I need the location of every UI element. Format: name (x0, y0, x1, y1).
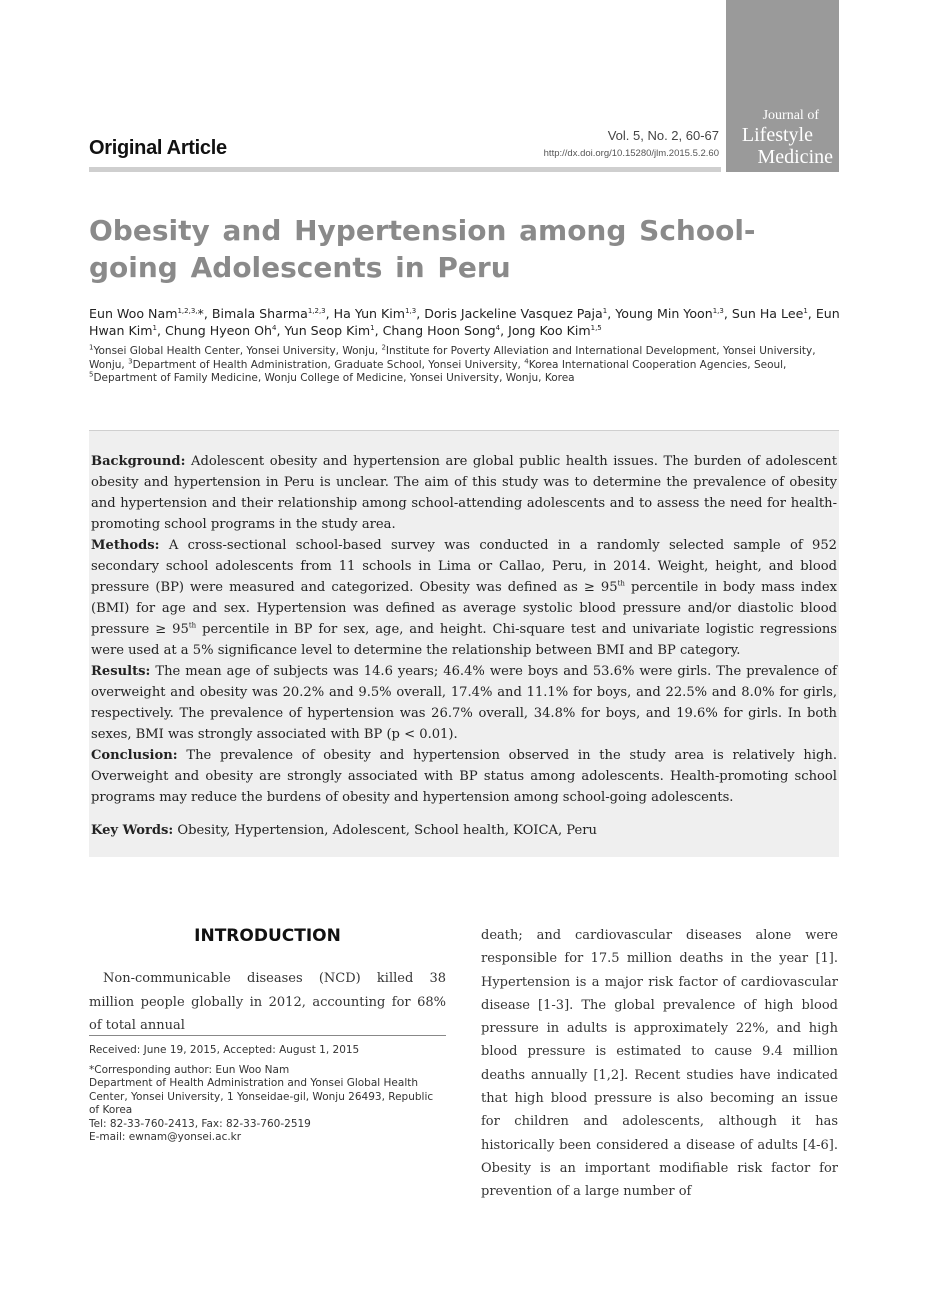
logo-line-1: Journal of (762, 108, 819, 123)
logo-line-2: Lifestyle (741, 124, 813, 146)
author-name: Sun Ha Lee (731, 306, 804, 321)
author-affiliation-sup: 1,2,3, (177, 306, 198, 315)
label-conclusion: Conclusion: (91, 748, 178, 763)
author-affiliation-sup: 1,2,3 (307, 306, 326, 315)
author-list: Eun Woo Nam$^{1,2,3,}$*, Bimala Sharma$^{1,2,3}$, Ha Yun Kim$^{1,3}$, Doris Jackeline Vasquez Paja$^1$, Young Min Yoon$^{1,3}$, Sun Ha Lee$^1$, Eun Hwan Kim$^1$, Chung Hyeon Oh$^4$, Yun Seop Kim$^1$, Chang Hoon Song$^4$, Jong Koo Kim$^{1,5}$ (89, 306, 840, 338)
author-name: Ha Yun Kim (333, 306, 406, 321)
affiliation-sup: 4 (524, 357, 529, 365)
intro-right-column (481, 924, 838, 1204)
methods-text-b: percentile in body mass index (BMI) for age and sex. Hypertension was defined as average systolic blood pressure and/or diastolic blood pressure ≥ 95 (91, 580, 837, 637)
results-text: The mean age of subjects was 14.6 years; 46.4% were boys and 53.6% were girls. The prevalence of overweight and obesity was 20.2% and 9.5% overall, 17.4% and 11.1% for boys, and 22.5% and 8.0% for girls, respectively. The prevalence of hypertension was 26.7% overall, 34.8% for boys, and 19.6% for girls. In both sexes, BMI was strongly associated with BP (p < 0.01). (91, 664, 837, 742)
author-affiliation-sup: 1,5 (590, 323, 602, 332)
affiliation-sup: 2 (381, 343, 386, 352)
author-affiliation-sup: 1,3 (712, 306, 724, 315)
author-phone: Tel: 82-33-760-2413, Fax: 82-33-760-2519 (89, 1117, 311, 1130)
intro-paragraph-2: death; and cardiovascular diseases alone were responsible for 17.5 million deaths in the year [1]. Hypertension is a major risk factor of cardiovascular disease [1-3]. The global prevalence of high blood pressure in adults is approximately 22%, and high blood pressure is estimated to cause 9.4 million deaths annually [1,2]. Recent studies have indicated that high blood pressure is also becoming an issue for children and adolescents, although it has historically been considered a disease of adults [4-6]. Obesity is an important modifiable risk factor for prevention of a large number of (481, 928, 838, 1200)
keywords-text: Obesity, Hypertension, Adolescent, School health, KOICA, Peru (177, 823, 597, 838)
author-affiliation-sup: 1 (152, 323, 157, 332)
methods-sup-1: th (617, 579, 625, 588)
affiliation-text: Yonsei Global Health Center, Yonsei University, Wonju, (93, 345, 382, 357)
doi-link[interactable]: http://dx.doi.org/10.15280/jlm.2015.5.2.60 (543, 148, 719, 159)
intro-left-column (89, 967, 446, 1038)
author-name: Eun Woo Nam (89, 306, 178, 321)
author-name: Chang Hoon Song (382, 323, 496, 338)
abstract-box (89, 430, 839, 857)
author-affiliation-sup: 1 (803, 306, 808, 315)
abstract-conclusion (91, 745, 837, 808)
methods-sup-2: th (188, 621, 197, 630)
author-name: Doris Jackeline Vasquez Paja (424, 306, 603, 321)
methods-text-c: percentile in BP for sex, age, and height. Chi-square test and univariate logistic regressions were used at a 5% significance level to determine the relationship between BMI and BP category. (91, 622, 837, 658)
affiliation-text: Department of Health Administration, Graduate School, Yonsei University, (132, 358, 525, 371)
affiliation-text: Institute for Poverty Alleviation and International Development, Yonsei University, Wonju, (89, 345, 816, 371)
author-name: Bimala Sharma (211, 306, 308, 321)
author-name: Yun Seop Kim (284, 323, 371, 338)
section-heading-introduction: INTRODUCTION (194, 926, 341, 946)
abstract-background (91, 451, 837, 535)
author-address: Department of Health Administration and Yonsei Global Health Center, Yonsei University, 1 Yonseidae-gil, Wonju 26493, Republic of Korea (89, 1077, 434, 1116)
label-background: Background: (91, 454, 186, 469)
affiliation-text: Department of Family Medicine, Wonju College of Medicine, Yonsei University, Wonju, Korea (93, 372, 575, 384)
author-affiliation-sup: 1 (370, 323, 375, 332)
label-keywords: Key Words: (91, 823, 174, 838)
author-affiliation-sup: 1 (602, 306, 608, 315)
author-name: Young Min Yoon (615, 306, 713, 321)
article-type: Original Article (89, 137, 227, 159)
intro-paragraph-1: Non-communicable diseases (NCD) killed 38 million people globally in 2012, accounting for 68% of total annual (89, 971, 446, 1033)
corresponding-author: *Corresponding author: Eun Woo Nam (89, 1063, 290, 1076)
author-email[interactable]: E-mail: ewnam@yonsei.ac.kr (89, 1131, 242, 1143)
author-name: Eun Hwan Kim (89, 306, 840, 338)
paper-title: Obesity and Hypertension among School-going Adolescents in Peru (89, 214, 756, 284)
author-name: Jong Koo Kim (508, 323, 591, 338)
volume-info: Vol. 5, No. 2, 60-67 (607, 128, 719, 143)
logo-line-3: Medicine (757, 146, 833, 168)
label-methods: Methods: (91, 538, 160, 553)
affiliation-sup: 1 (89, 343, 94, 352)
affiliation-text: Korea International Cooperation Agencies, Seoul, (528, 358, 787, 371)
header-divider (89, 167, 721, 172)
author-affiliation-sup: 4 (271, 323, 277, 332)
affiliations (89, 345, 841, 386)
conclusion-text: The prevalence of obesity and hypertension observed in the study area is relatively high. Overweight and obesity are strongly associated with BP status among adolescents. Health-promoting school programs may reduce the burdens of obesity and hypertension among school-going adolescents. (91, 748, 837, 805)
abstract-methods (91, 535, 837, 661)
journal-logo (726, 0, 839, 172)
author-affiliation-sup: 4 (495, 323, 501, 332)
affiliation-sup: 3 (128, 357, 133, 365)
abstract-keywords (91, 820, 837, 841)
affiliation-sup: 5 (89, 370, 94, 379)
corresponding-mark: * (197, 306, 204, 321)
label-results: Results: (91, 664, 151, 679)
author-affiliation-sup: 1,3 (405, 306, 417, 315)
background-text: Adolescent obesity and hypertension are global public health issues. The burden of adolescent obesity and hypertension in Peru is unclear. The aim of this study was to determine the prevalence of obesity and hypertension and their relationship among school-attending adolescents and to assess the need for health-promoting school programs in the study area. (91, 454, 837, 532)
footnote-divider (89, 1035, 446, 1036)
author-name: Chung Hyeon Oh (164, 323, 272, 338)
footnote (89, 1044, 446, 1151)
received-dates: Received: June 19, 2015, Accepted: August 1, 2015 (89, 1044, 360, 1056)
abstract-results (91, 661, 837, 745)
methods-text-a: A cross-sectional school-based survey was conducted in a randomly selected sample of 952 secondary school adolescents from 11 schools in Lima or Callao, Peru, in 2014. Weight, height, and blood pressure (BP) were measured and categorized. Obesity was defined as ≥ 95 (91, 538, 837, 595)
